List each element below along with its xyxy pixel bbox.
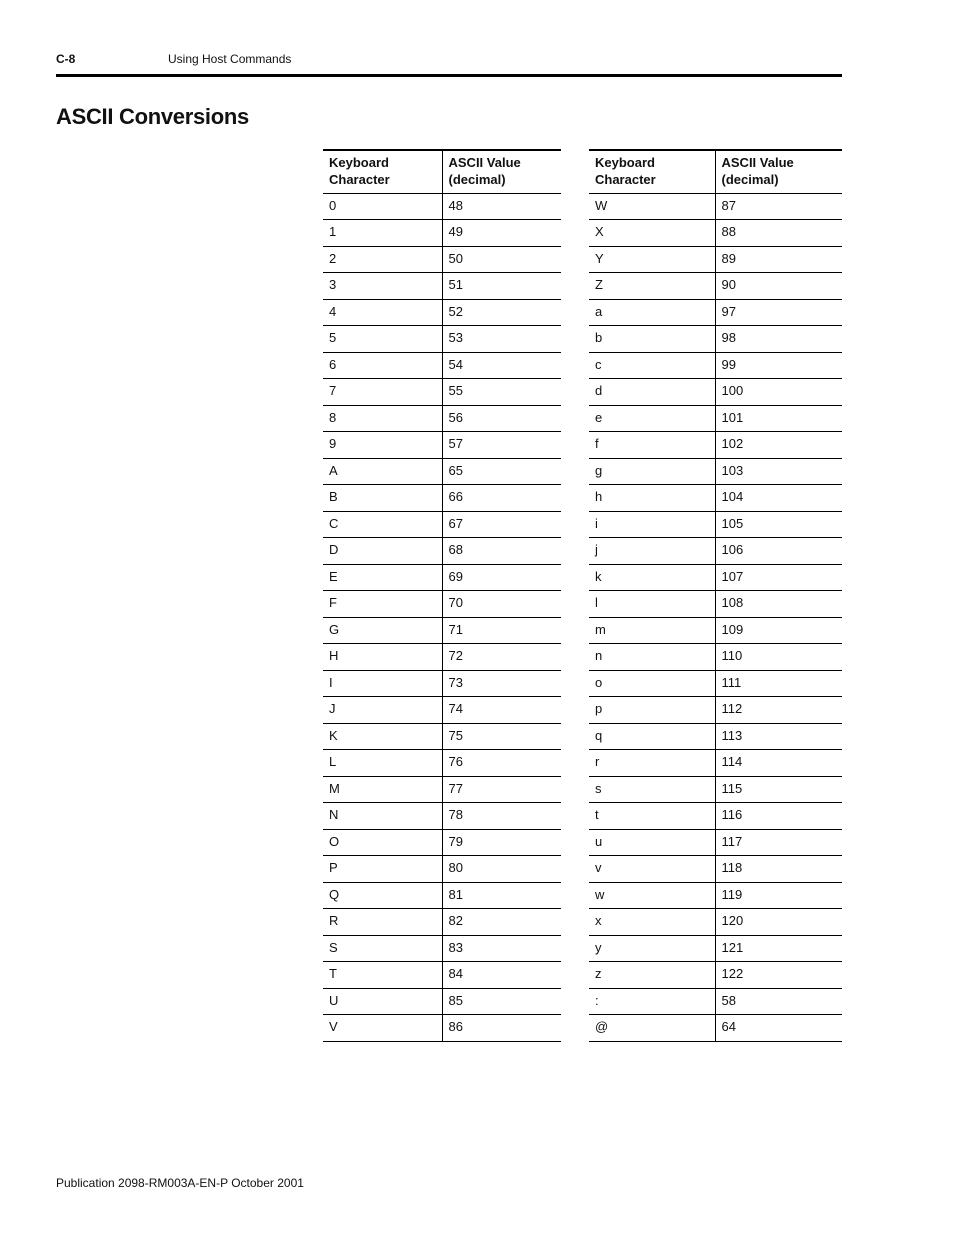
table-row (589, 511, 842, 538)
keyboard-character-cell: X (595, 224, 604, 239)
table-row (589, 829, 842, 856)
keyboard-character-cell: b (595, 330, 603, 345)
ascii-value-cell: 78 (442, 803, 561, 830)
keyboard-character-cell: : (595, 992, 599, 1008)
table-row (323, 776, 561, 803)
ascii-value-cell: 97 (715, 299, 842, 326)
table-row (323, 723, 561, 750)
table-row (589, 591, 842, 618)
table-row (323, 432, 561, 459)
ascii-value-cell: 122 (715, 962, 842, 989)
table-row (323, 988, 561, 1015)
table-row (323, 882, 561, 909)
ascii-value-cell: 81 (442, 882, 561, 909)
keyboard-character-cell: J (329, 701, 336, 716)
ascii-value-cell: 67 (442, 511, 561, 538)
table-row (589, 776, 842, 803)
keyboard-character-cell: 8 (329, 409, 337, 425)
table-row (323, 511, 561, 538)
ascii-value-cell: 108 (715, 591, 842, 618)
table-row (323, 856, 561, 883)
keyboard-character-cell: 7 (329, 383, 337, 398)
ascii-value-cell: 68 (442, 538, 561, 565)
column-header-ascii-value: ASCII Value (decimal) (442, 150, 561, 193)
ascii-table-right (589, 149, 842, 1042)
keyboard-character-cell: o (595, 674, 603, 690)
ascii-value-cell: 80 (442, 856, 561, 883)
ascii-value-cell: 119 (715, 882, 842, 909)
table-row (589, 299, 842, 326)
table-row (589, 246, 842, 273)
keyboard-character-cell: m (595, 621, 606, 637)
ascii-value-cell: 57 (442, 432, 561, 459)
table-row (589, 697, 842, 724)
keyboard-character-cell: z (595, 966, 602, 981)
table-row (323, 697, 561, 724)
ascii-value-cell: 76 (442, 750, 561, 777)
ascii-value-cell: 75 (442, 723, 561, 750)
keyboard-character-cell: i (595, 515, 598, 531)
keyboard-character-cell: v (595, 860, 602, 875)
table-row (323, 352, 561, 379)
keyboard-character-cell: s (595, 780, 602, 796)
keyboard-character-cell: I (329, 674, 333, 690)
table-row (323, 644, 561, 671)
table-row (323, 458, 561, 485)
ascii-value-cell: 104 (715, 485, 842, 512)
ascii-value-cell: 71 (442, 617, 561, 644)
table-row (589, 458, 842, 485)
keyboard-character-cell: 4 (329, 303, 337, 319)
keyboard-character-cell: t (595, 807, 599, 822)
table-row (323, 193, 561, 220)
ascii-value-cell: 115 (715, 776, 842, 803)
table-row (589, 352, 842, 379)
table-row (589, 485, 842, 512)
keyboard-character-cell: E (329, 568, 338, 584)
table-row (323, 670, 561, 697)
ascii-value-cell: 54 (442, 352, 561, 379)
table-row (589, 644, 842, 671)
keyboard-character-cell: Z (595, 277, 603, 292)
table-row (323, 299, 561, 326)
ascii-value-cell: 100 (715, 379, 842, 406)
table-row (589, 432, 842, 459)
keyboard-character-cell: G (329, 621, 340, 637)
page-number: C-8 (56, 52, 76, 66)
keyboard-character-cell: P (329, 860, 338, 875)
keyboard-character-cell: H (329, 648, 339, 663)
table-row (589, 617, 842, 644)
table-row (323, 962, 561, 989)
table-row (323, 379, 561, 406)
keyboard-character-cell: p (595, 701, 603, 716)
keyboard-character-cell: r (595, 754, 600, 769)
ascii-value-cell: 84 (442, 962, 561, 989)
table-row (323, 829, 561, 856)
table-row (323, 273, 561, 300)
ascii-value-cell: 73 (442, 670, 561, 697)
ascii-value-cell: 53 (442, 326, 561, 353)
table-body (589, 193, 842, 1041)
keyboard-character-cell: 9 (329, 436, 337, 451)
keyboard-character-cell: a (595, 303, 603, 319)
table-row (323, 909, 561, 936)
table-body (323, 193, 561, 1041)
keyboard-character-cell: f (595, 436, 599, 451)
keyboard-character-cell: R (329, 913, 339, 928)
table-row (589, 564, 842, 591)
table-row (323, 538, 561, 565)
keyboard-character-cell: 5 (329, 330, 337, 345)
keyboard-character-cell: B (329, 489, 338, 504)
keyboard-character-cell: n (595, 648, 603, 663)
ascii-value-cell: 50 (442, 246, 561, 273)
ascii-value-cell: 113 (715, 723, 842, 750)
ascii-value-cell: 55 (442, 379, 561, 406)
keyboard-character-cell: T (329, 966, 337, 981)
ascii-value-cell: 98 (715, 326, 842, 353)
ascii-value-cell: 120 (715, 909, 842, 936)
table-row (589, 988, 842, 1015)
keyboard-character-cell: W (595, 197, 608, 213)
ascii-value-cell: 114 (715, 750, 842, 777)
keyboard-character-cell: y (595, 939, 602, 955)
ascii-value-cell: 49 (442, 220, 561, 247)
ascii-value-cell: 112 (715, 697, 842, 724)
keyboard-character-cell: x (595, 913, 602, 928)
table-row (589, 538, 842, 565)
table-row (323, 485, 561, 512)
ascii-value-cell: 118 (715, 856, 842, 883)
keyboard-character-cell: q (595, 727, 603, 743)
ascii-value-cell: 109 (715, 617, 842, 644)
table-row (323, 564, 561, 591)
table-row (323, 1015, 561, 1042)
header-divider (56, 74, 842, 77)
ascii-value-cell: 51 (442, 273, 561, 300)
keyboard-character-cell: c (595, 356, 602, 372)
ascii-value-cell: 116 (715, 803, 842, 830)
table-row (589, 379, 842, 406)
ascii-value-cell: 117 (715, 829, 842, 856)
ascii-value-cell: 106 (715, 538, 842, 565)
keyboard-character-cell: N (329, 807, 339, 822)
ascii-value-cell: 87 (715, 193, 842, 220)
section-title: Using Host Commands (168, 52, 292, 66)
column-header-ascii-value: ASCII Value (decimal) (715, 150, 842, 193)
keyboard-character-cell: g (595, 462, 603, 478)
table-row (589, 220, 842, 247)
table-row (589, 962, 842, 989)
keyboard-character-cell: @ (595, 1019, 609, 1034)
ascii-value-cell: 110 (715, 644, 842, 671)
keyboard-character-cell: F (329, 595, 337, 610)
keyboard-character-cell: Q (329, 886, 340, 902)
keyboard-character-cell: e (595, 409, 603, 425)
keyboard-character-cell: d (595, 383, 603, 398)
page-header (56, 52, 842, 74)
keyboard-character-cell: S (329, 939, 338, 955)
table-row (589, 856, 842, 883)
table-row (589, 326, 842, 353)
ascii-value-cell: 82 (442, 909, 561, 936)
ascii-value-cell: 48 (442, 193, 561, 220)
ascii-value-cell: 70 (442, 591, 561, 618)
ascii-value-cell: 101 (715, 405, 842, 432)
ascii-value-cell: 56 (442, 405, 561, 432)
keyboard-character-cell: M (329, 780, 340, 796)
ascii-value-cell: 102 (715, 432, 842, 459)
ascii-value-cell: 103 (715, 458, 842, 485)
ascii-value-cell: 72 (442, 644, 561, 671)
keyboard-character-cell: 3 (329, 277, 337, 292)
table-row (589, 935, 842, 962)
ascii-value-cell: 64 (715, 1015, 842, 1042)
ascii-value-cell: 107 (715, 564, 842, 591)
table-row (589, 405, 842, 432)
table-row (323, 405, 561, 432)
ascii-value-cell: 74 (442, 697, 561, 724)
table-row (589, 803, 842, 830)
keyboard-character-cell: 2 (329, 250, 337, 266)
ascii-value-cell: 88 (715, 220, 842, 247)
keyboard-character-cell: u (595, 833, 603, 849)
keyboard-character-cell: 6 (329, 356, 337, 372)
column-header-keyboard-character: Keyboard Character (595, 155, 656, 187)
table-row (323, 750, 561, 777)
keyboard-character-cell: h (595, 489, 603, 504)
table-row (589, 909, 842, 936)
ascii-value-cell: 85 (442, 988, 561, 1015)
keyboard-character-cell: k (595, 568, 602, 584)
table-header (323, 150, 561, 193)
ascii-value-cell: 90 (715, 273, 842, 300)
ascii-value-cell: 89 (715, 246, 842, 273)
keyboard-character-cell: K (329, 727, 338, 743)
table-row (589, 193, 842, 220)
column-header-keyboard-character: Keyboard Character (329, 155, 390, 187)
keyboard-character-cell: L (329, 754, 337, 769)
page-title: ASCII Conversions (56, 104, 249, 129)
keyboard-character-cell: j (595, 542, 598, 557)
keyboard-character-cell: l (595, 595, 598, 610)
ascii-value-cell: 52 (442, 299, 561, 326)
ascii-value-cell: 86 (442, 1015, 561, 1042)
ascii-value-cell: 111 (715, 670, 842, 697)
table-row (323, 935, 561, 962)
keyboard-character-cell: V (329, 1019, 338, 1034)
ascii-value-cell: 69 (442, 564, 561, 591)
keyboard-character-cell: C (329, 515, 339, 531)
table-row (589, 723, 842, 750)
keyboard-character-cell: U (329, 992, 339, 1008)
ascii-value-cell: 58 (715, 988, 842, 1015)
table-row (323, 220, 561, 247)
ascii-value-cell: 79 (442, 829, 561, 856)
ascii-value-cell: 66 (442, 485, 561, 512)
table-row (589, 670, 842, 697)
table-row (323, 326, 561, 353)
table-header (589, 150, 842, 193)
ascii-value-cell: 77 (442, 776, 561, 803)
keyboard-character-cell: A (329, 462, 338, 478)
ascii-value-cell: 83 (442, 935, 561, 962)
ascii-value-cell: 65 (442, 458, 561, 485)
keyboard-character-cell: 1 (329, 224, 337, 239)
keyboard-character-cell: Y (595, 250, 604, 266)
table-row (323, 591, 561, 618)
table-row (323, 803, 561, 830)
keyboard-character-cell: D (329, 542, 339, 557)
keyboard-character-cell: w (595, 886, 605, 902)
table-row (323, 246, 561, 273)
table-row (589, 882, 842, 909)
ascii-table-left (323, 149, 561, 1042)
page-footer: Publication 2098-RM003A-EN-P October 2001 (56, 1176, 304, 1190)
keyboard-character-cell: O (329, 833, 340, 849)
table-row (589, 273, 842, 300)
table-row (589, 750, 842, 777)
table-row (323, 617, 561, 644)
ascii-value-cell: 121 (715, 935, 842, 962)
keyboard-character-cell: 0 (329, 197, 337, 213)
ascii-value-cell: 99 (715, 352, 842, 379)
ascii-value-cell: 105 (715, 511, 842, 538)
table-row (589, 1015, 842, 1042)
